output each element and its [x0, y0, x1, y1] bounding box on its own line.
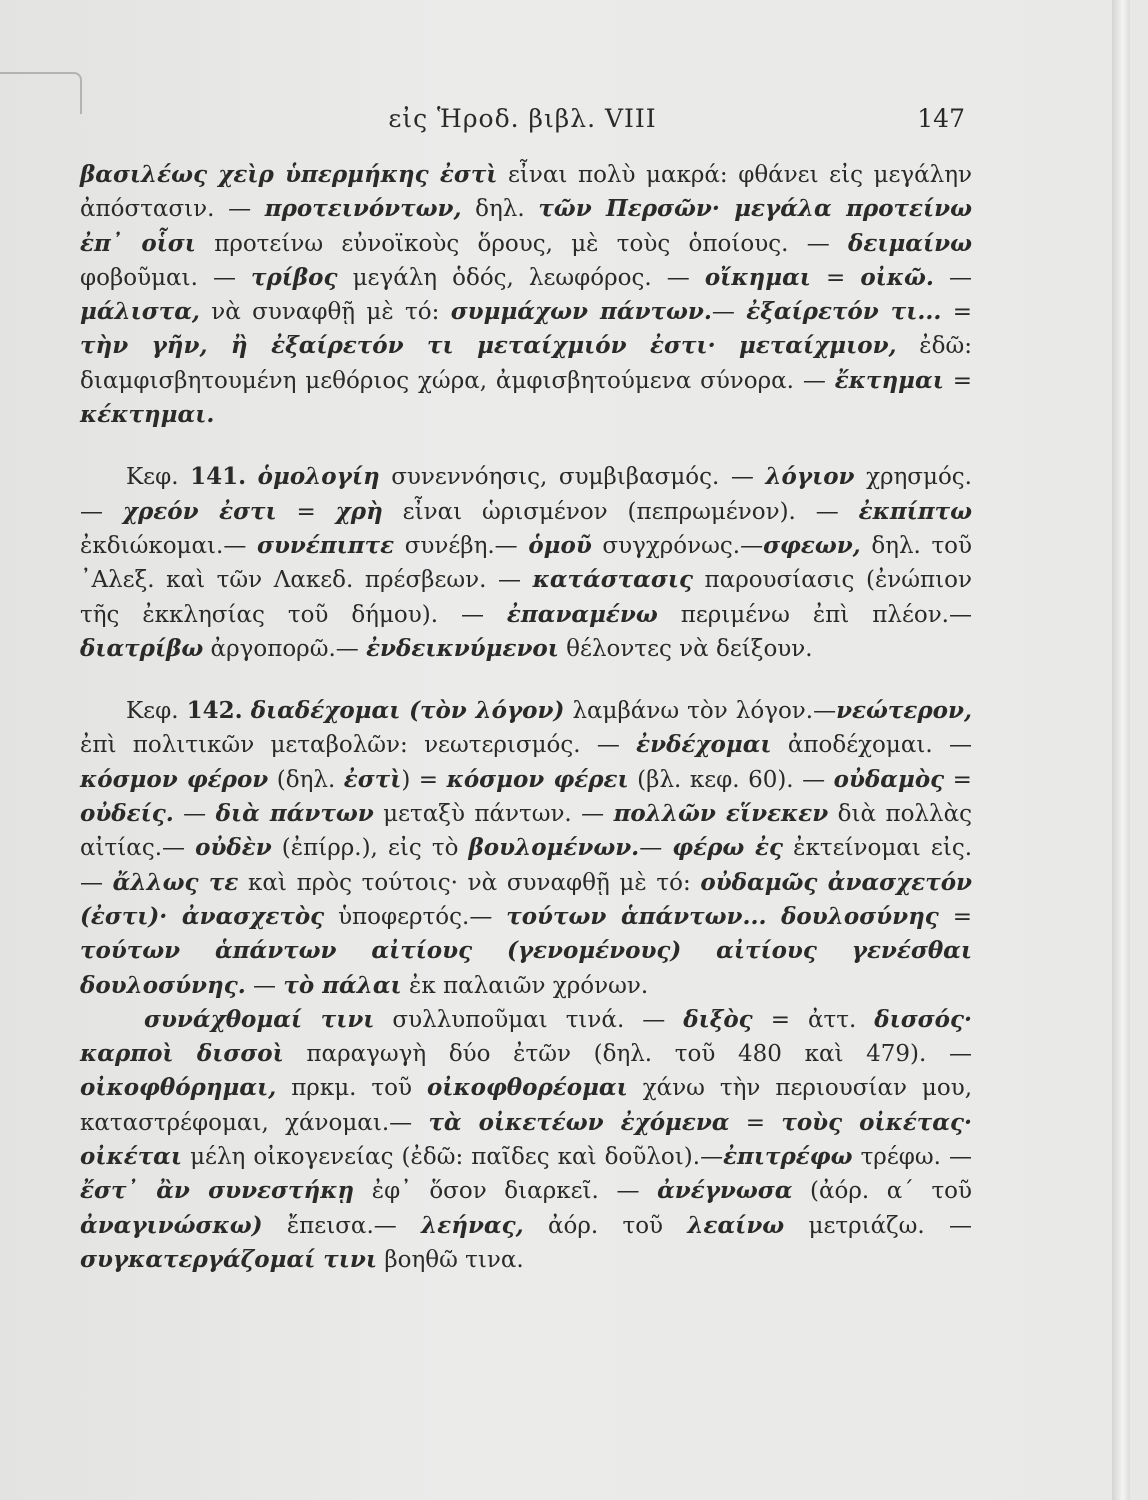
lemma-text: τὴν γῆν, ἢ ἐξαίρετόν τι μεταίχμιόν ἐστι· μεταίχμιον, [80, 332, 897, 360]
gloss-text: συνεννόησις, συμβιβασμός. — [379, 464, 766, 491]
lemma-text: ἄλλως τε [112, 868, 239, 896]
gloss-text: καὶ πρὸς τούτοις· νὰ συναφθῇ μὲ τό: [238, 869, 701, 896]
gloss-text: χρησμός. — [80, 464, 972, 525]
gloss-text: (βλ. κεφ. 60). — [628, 766, 834, 793]
lemma-text: τούτων ἁπάντων αἰτίους (γενομένους) αἰτίους γενέσθαι δουλοσύνης. [80, 937, 972, 999]
lemma-text: κόσμον φέρει [446, 765, 629, 793]
lemma-text: ἐνδέχομαι [636, 731, 772, 759]
gloss-text: ἐδῶ: διαμφισβητουμένη μεθόριος χώρα, ἀμφισβητούμενα σύνορα. — [80, 333, 972, 394]
lemma-text: διαδέχομαι (τὸν λόγον) [250, 697, 565, 725]
lemma-text: συνέπιπτε [256, 531, 395, 559]
lemma-text: οἴκημαι [704, 263, 811, 291]
gloss-text: μέλη οἰκογενείας (ἐδῶ: παῖδες καὶ δοῦλοι).— [182, 1144, 724, 1171]
lemma-text: τὸ πάλαι [283, 971, 402, 999]
lemma-text: δισσός· καρποὶ δισσοὶ [80, 1005, 972, 1068]
gloss-text: δηλ. [461, 196, 539, 223]
chapter-number: 141. [190, 463, 247, 491]
gloss-text: περιμένω ἐπὶ πλέον.— [657, 601, 972, 628]
gloss-text: = [729, 1109, 782, 1136]
lemma-text: δειμαίνω [848, 229, 972, 257]
gloss-text: — [933, 264, 972, 291]
lemma-text: νεώτερον, [836, 697, 972, 725]
running-title: εἰς Ἡροδ. βιβλ. VIII [388, 104, 657, 133]
lemma-text: προτεινόντων, [264, 195, 462, 223]
gloss-text: ) = [401, 766, 447, 793]
scan-mark [0, 72, 82, 114]
lemma-text: κόσμον φέρον [80, 765, 269, 793]
gloss-text: — [711, 299, 747, 326]
page-body [80, 158, 972, 1277]
lemma-text: οἰκοφθορέομαι [426, 1074, 628, 1102]
gloss-text: ἀποδέχομαι. — [771, 732, 972, 759]
gloss-text: νὰ συναφθῇ μὲ τό: [199, 299, 451, 326]
gloss-text: παραγωγὴ δύο ἐτῶν (δηλ. τοῦ 480 καὶ 479). — [283, 1041, 973, 1068]
page-edge [1112, 0, 1130, 1500]
lemma-text: φέρω ἐς [672, 834, 784, 862]
lemma-text: ἐξαίρετόν τι... [746, 298, 942, 326]
lemma-text: πολλῶν εἵνεκεν [613, 800, 829, 828]
gloss-text: Κεφ. [126, 464, 191, 491]
gloss-text: παρουσίασις (ἐνώπιον τῆς ἐκκλησίας τοῦ δήμου). — [80, 567, 972, 628]
gloss-text [243, 698, 251, 724]
lemma-text: οἰκοφθόρημαι, [80, 1074, 277, 1102]
gloss-text: (δηλ. [268, 766, 344, 793]
gloss-text: μεγάλη ὁδός, λεωφόρος. — [337, 264, 705, 291]
gloss-text: ἐκτείνομαι εἰς. — [80, 835, 973, 896]
gloss-text: εἶναι πολὺ μακρά: φθάνει εἰς μεγάλην ἀπόστασιν. — [80, 162, 972, 223]
chapter-paragraph [80, 460, 972, 666]
lemma-text: χρεόν ἐστι [122, 497, 277, 525]
lemma-text: ὁμολογίη [257, 463, 380, 491]
gloss-text: λαμβάνω τὸν λόγον.— [564, 698, 837, 725]
lemma-text: ἐκπίπτω [858, 497, 972, 525]
gloss-text: ἐκδιώκομαι.— [80, 532, 257, 559]
lemma-text: σφεων, [763, 531, 861, 559]
lemma-text: βασιλέως χεὶρ ὑπερμήκης ἐστὶ [80, 161, 498, 188]
lemma-text: ἔστ᾽ ἂν συνεστήκῃ [80, 1177, 355, 1205]
paragraph [80, 158, 972, 432]
gloss-text: ἐφ᾽ ὅσον διαρκεῖ. — [354, 1178, 658, 1205]
lemma-text: ὁμοῦ [528, 531, 592, 559]
gloss-text: ἐπὶ πολιτικῶν μεταβολῶν: νεωτερισμός. — [80, 732, 637, 759]
lemma-text: ἀνέγνωσα [657, 1177, 793, 1205]
gloss-text: θέλοντες νὰ δείξουν. [558, 635, 813, 662]
chapter-paragraph [80, 694, 972, 1003]
gloss-text: — [245, 972, 284, 999]
gloss-text: = [810, 264, 861, 291]
gloss-text: ὑποφερτός.— [324, 903, 507, 930]
lemma-text: ἀναγινώσκω) [80, 1211, 263, 1239]
gloss-text: = [938, 903, 972, 930]
gloss-text: — [639, 835, 673, 862]
lemma-text: κατάστασις [532, 566, 693, 594]
lemma-text: διατρίβω [80, 634, 204, 662]
gloss-text: πρκμ. τοῦ [276, 1075, 427, 1102]
lemma-text: τοὺς οἰκέτας· οἰκέται [80, 1108, 972, 1171]
gloss-text: ἀργοπορῶ.— [203, 635, 367, 662]
lemma-text: διξὸς [683, 1005, 753, 1033]
lemma-text: ἐπιτρέφω [723, 1143, 853, 1171]
gloss-text: συλλυποῦμαι τινά. — [374, 1006, 684, 1033]
lemma-text: ἐνδεικνύμενοι [366, 634, 559, 662]
chapter-number: 142. [186, 697, 243, 725]
gloss-text: = [944, 766, 972, 793]
gloss-text: τρέφω. — [852, 1144, 972, 1171]
gloss-text: ἀόρ. τοῦ [523, 1212, 688, 1239]
lemma-text: οὐδαμῶς ἀνασχετόν (ἐστι)· ἀνασχετὸς [80, 868, 972, 930]
lemma-text: κέκτημαι. [80, 401, 215, 429]
gloss-text: Κεφ. [126, 698, 187, 725]
gloss-text: προτείνω εὐνοϊκοὺς ὅρους, μὲ τοὺς ὁποίους. — [195, 230, 849, 257]
lemma-text: βουλομένων. [468, 834, 640, 862]
gloss-text: μετριάζω. — [784, 1212, 973, 1239]
gloss-text: μεταξὺ πάντων. — [373, 801, 614, 828]
lemma-text: τὰ οἰκετέων ἐχόμενα [428, 1108, 730, 1136]
gloss-text: (ἐπίρρ.), εἰς τὸ [271, 835, 469, 862]
gloss-text: = [943, 367, 972, 394]
page-number: 147 [917, 104, 965, 133]
gloss-text: χάνω τὴν περιουσίαν μου, καταστρέφομαι, χάνομαι.— [80, 1075, 973, 1136]
lemma-text: οὐδείς. [80, 800, 174, 828]
gloss-text: — [173, 801, 216, 828]
lemma-text: χρὴ [335, 497, 383, 525]
page-header [80, 100, 965, 140]
lemma-text: λόγιον [765, 463, 855, 491]
lemma-text: μάλιστα, [80, 298, 200, 326]
gloss-text: συνέβη.— [394, 532, 529, 559]
paragraph [80, 1003, 972, 1277]
gloss-text: = [941, 299, 973, 326]
gloss-text: (ἀόρ. α΄ τοῦ [792, 1178, 972, 1205]
lemma-text: οὐδαμὸς [833, 765, 945, 793]
lemma-text: λεήνας, [421, 1211, 524, 1239]
gloss-text [246, 464, 258, 490]
lemma-text: συνάχθομαί τινι [144, 1005, 375, 1033]
gloss-text: = ἀττ. [752, 1006, 875, 1033]
lemma-text: τῶν Περσῶν· μεγάλα προτείνω ἐπ᾽ οἷσι [80, 195, 972, 257]
lemma-text: ἔκτημαι [834, 366, 944, 394]
lemma-text: τρίβος [251, 263, 338, 291]
lemma-text: ἐστὶ [343, 765, 402, 793]
lemma-text: διὰ πάντων [215, 800, 374, 828]
lemma-text: λεαίνω [687, 1211, 785, 1239]
gloss-text: συγχρόνως.— [591, 532, 764, 559]
gloss-text: εἶναι ὡρισμένον (πεπρωμένον). — [382, 498, 859, 525]
lemma-text: τούτων ἁπάντων... δουλοσύνης [506, 902, 939, 930]
gloss-text: ἔπεισα.— [262, 1212, 422, 1239]
lemma-text: οἰκῶ. [860, 263, 934, 291]
gloss-text: δηλ. τοῦ ᾿Αλεξ. καὶ τῶν Λακεδ. πρέσβεων. — [80, 532, 972, 594]
gloss-text: φοβοῦμαι. — [80, 264, 251, 291]
lemma-text: ἐπαναμένω [506, 600, 658, 628]
gloss-text: διὰ πολλὰς αἰτίας.— [80, 801, 972, 862]
gloss-text: = [276, 498, 336, 525]
lemma-text: συμμάχων πάντων. [450, 298, 712, 326]
lemma-text: οὐδὲν [195, 834, 272, 862]
gloss-text: βοηθῶ τινα. [377, 1246, 524, 1273]
gloss-text: ἐκ παλαιῶν χρόνων. [401, 972, 649, 999]
lemma-text: συγκατεργάζομαί τινι [80, 1245, 378, 1273]
